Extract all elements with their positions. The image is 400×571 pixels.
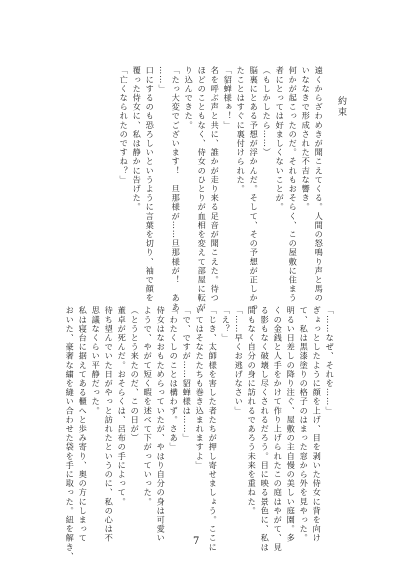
text-column: ……」	[158, 66, 169, 94]
text-column: 待ち望んでいた日がやっと訪れたというのに、私の心は不	[104, 306, 115, 543]
text-column: ようで、やがて短く暇を述べて下がっていった。	[143, 306, 154, 507]
text-column: 「じき、太師様を害した者たちが押し寄せましょう。ここに	[208, 306, 219, 552]
text-column: ほどのこともなく、侍女のひとりが血相を変えて部屋に転が	[197, 66, 208, 312]
text-column: 何かが起こったのだ。それもおそらく、この屋敷に住まう	[288, 66, 299, 303]
chapter-title: 約束	[336, 96, 346, 118]
text-column: 私は寝台に据えてある櫃へと歩み寄り、奥の方にしまって	[78, 306, 89, 543]
text-column: 口にするのも恐ろしいというように言葉を切り、袖で顔を	[145, 66, 156, 303]
text-column: 覆った侍女に、私は静かに告げた。	[132, 66, 143, 212]
text-column: 間もなく自分の身に訪れるであろう未来を重ねた。	[247, 306, 258, 516]
text-column: 遠くからざわめきが聞こえてくる。人間の怒鳴り声と馬の	[314, 66, 325, 303]
text-column: くの金銭と人手をかけて作り上げられたこの庭はやがて、見	[273, 306, 284, 552]
text-column: 明るい日差しの降り注ぐ、屋敷の主自慢の美しい庭園。多	[286, 306, 297, 543]
text-column: 「亡くなられたのですね？」	[119, 66, 130, 185]
text-column: 「で、ですが……貂蝉様は……」	[182, 306, 193, 443]
text-column: 名を呼ぶ声と共に、誰かが走り来る足音が聞こえた。待つ	[210, 66, 221, 303]
text-column: る影もなく破壊し尽くされるだろう。目に映る景色に、私は	[260, 306, 271, 552]
text-column: 「え？」	[221, 306, 232, 343]
text-column: 「……早くお逃げなさい」	[234, 306, 245, 416]
text-column: おいた、豪奢な繍を縫い合わせた袋を手に取った。紐を解き、	[65, 306, 76, 561]
text-column: いななきで形成された不吉な響き。	[301, 66, 312, 212]
text-column: 侍女はなおもためらっていたが、やはり自分の身は可愛い	[156, 306, 167, 543]
text-column: いてはそなたたちも巻き込まれますよ」	[195, 306, 206, 470]
text-column: 「わたくしのことは構わず。さあ」	[169, 306, 180, 452]
text-column: （とうとう来たのだ、この日が）	[130, 306, 141, 443]
text-column: り込んできた。	[184, 66, 195, 130]
text-column: 「貂蝉様ぁ！」	[223, 66, 234, 130]
text-column: 脳裏にとある予想が浮かんだ。そして、その予想が正しかっ	[249, 66, 260, 312]
text-column: 「……なぜ、それを……」	[325, 306, 336, 416]
text-column: 者にとっては好ましくないことが。	[275, 66, 286, 212]
text-column: たことはすぐに裏付けられた。	[236, 66, 247, 194]
text-column: 思議なくらい平静だった。	[91, 306, 102, 416]
text-column: て、私は黒漆塗りの格子のはまった窓から外を見やった。	[299, 306, 310, 543]
text-column: 董卓が死んだ。おそらくは、呂布の手によって。	[117, 306, 128, 507]
text-column: （もしかしたら……）	[262, 66, 273, 157]
page-number: 7	[193, 536, 200, 547]
text-column: 「たっ大変でございます！ 旦那様が……旦那様が！ ああ	[171, 66, 182, 312]
text-column: ぎょっとしたように顔を上げ、目を剥いた侍女に背を向け	[312, 306, 323, 543]
